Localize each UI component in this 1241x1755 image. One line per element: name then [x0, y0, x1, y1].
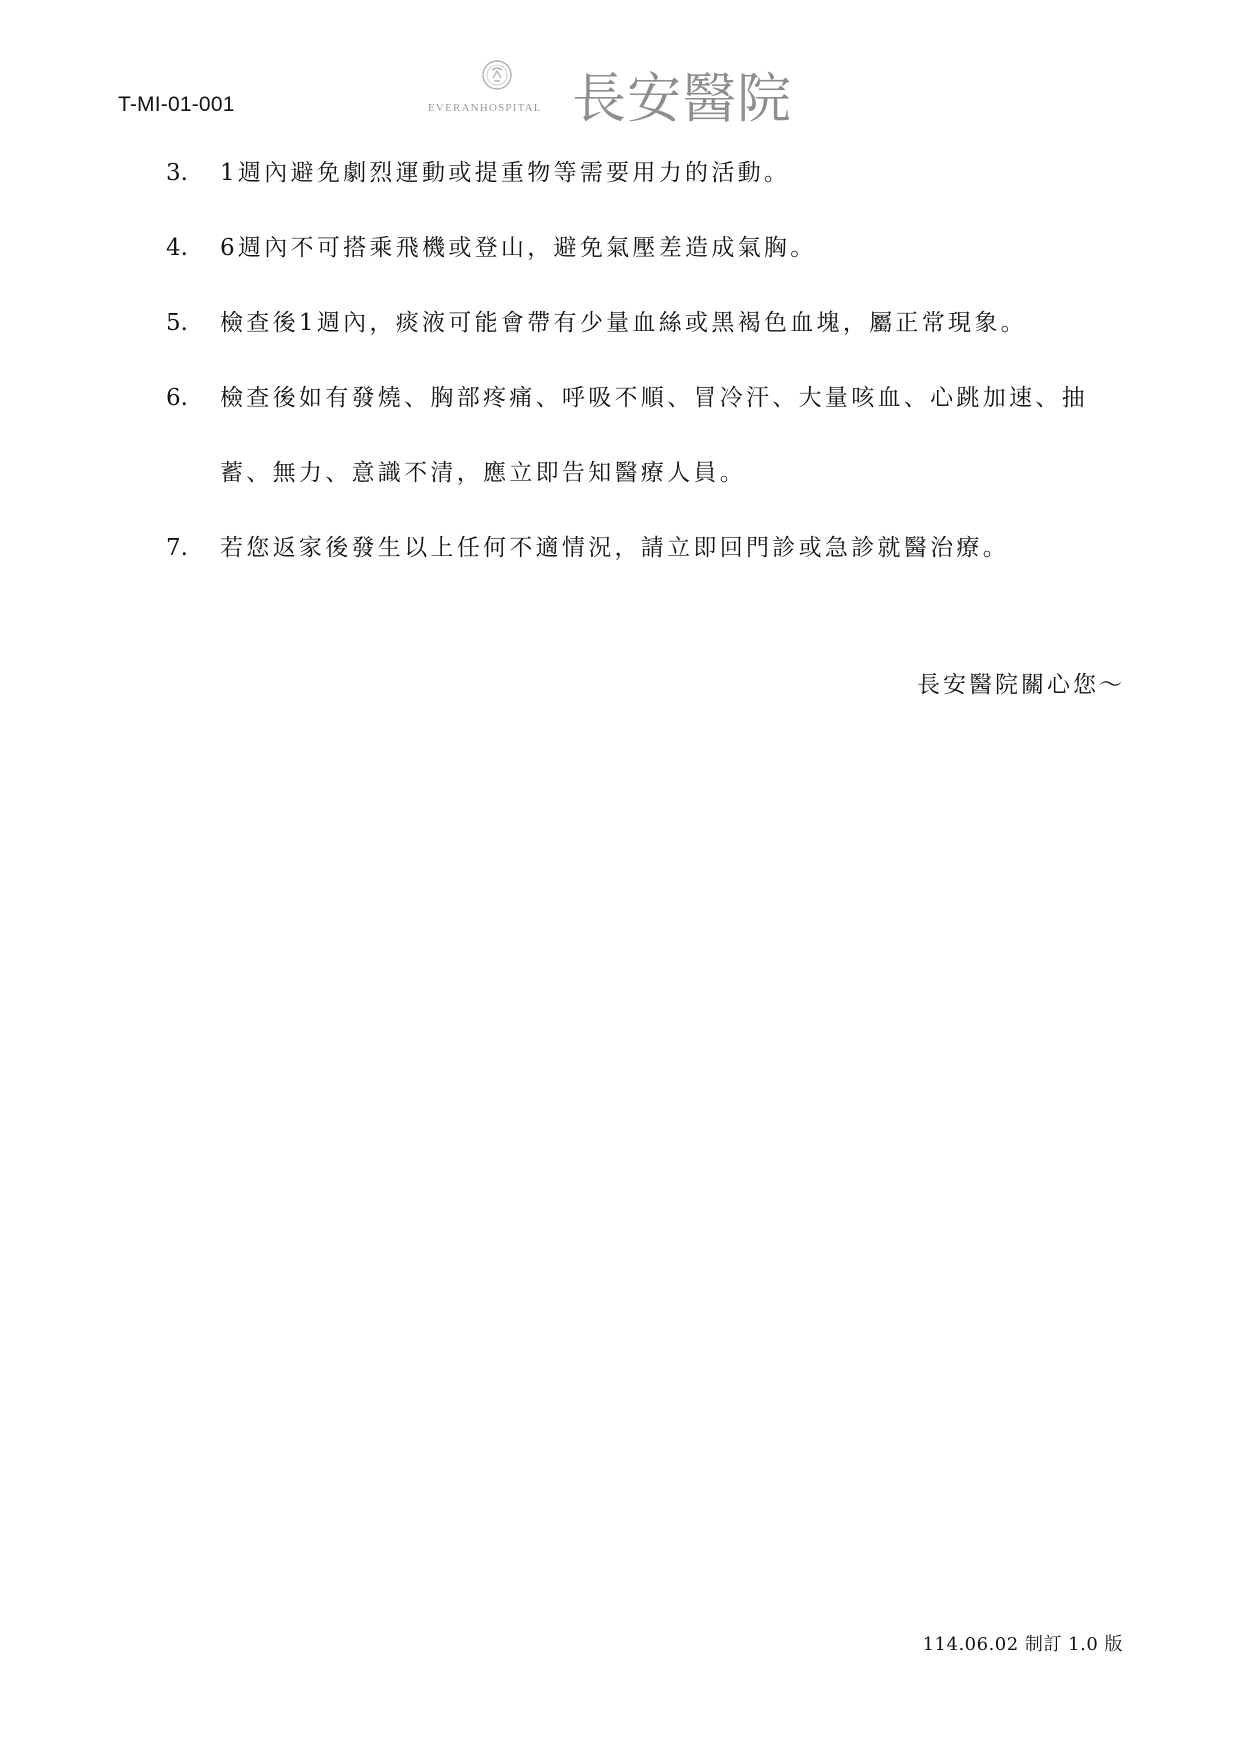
logo-english-name: EVERANHOSPITAL: [428, 102, 542, 114]
list-item-text: 若您返家後發生以上任何不適情況，請立即回門診或急診就醫治療。: [220, 535, 1009, 561]
list-item: [166, 511, 1126, 586]
list-item: [166, 286, 1126, 361]
list-item: [166, 361, 1126, 511]
list-item: [166, 211, 1126, 286]
list-item: [166, 136, 1126, 211]
logo-chinese-name: 長安醫院: [572, 67, 792, 130]
list-item-number: 4.: [166, 235, 188, 261]
list-item-text: 1週內避免劇烈運動或提重物等需要用力的活動。: [220, 160, 791, 186]
list-item-text: 6週內不可搭乘飛機或登山，避免氣壓差造成氣胸。: [220, 235, 817, 261]
document-code: T-MI-01-001: [118, 93, 235, 116]
closing-remark: 長安醫院關心您～: [917, 672, 1125, 698]
list-item-number: 5.: [166, 310, 188, 336]
list-item-text: 檢查後1週內，痰液可能會帶有少量血絲或黑褐色血塊，屬正常現象。: [220, 310, 1027, 336]
version-footer: 114.06.02 制訂 1.0 版: [922, 1634, 1123, 1655]
hospital-emblem-icon: [480, 58, 514, 92]
list-item-number: 7.: [166, 535, 188, 561]
instruction-list: [166, 136, 1126, 586]
list-item-number: 3.: [166, 160, 188, 186]
list-item-text: 檢查後如有發燒、胸部疼痛、呼吸不順、冒冷汗、大量咳血、心跳加速、抽蓄、無力、意識不清，應立即告知醫療人員。: [220, 385, 1088, 486]
hospital-logo: [428, 52, 838, 130]
list-item-number: 6.: [166, 385, 188, 411]
